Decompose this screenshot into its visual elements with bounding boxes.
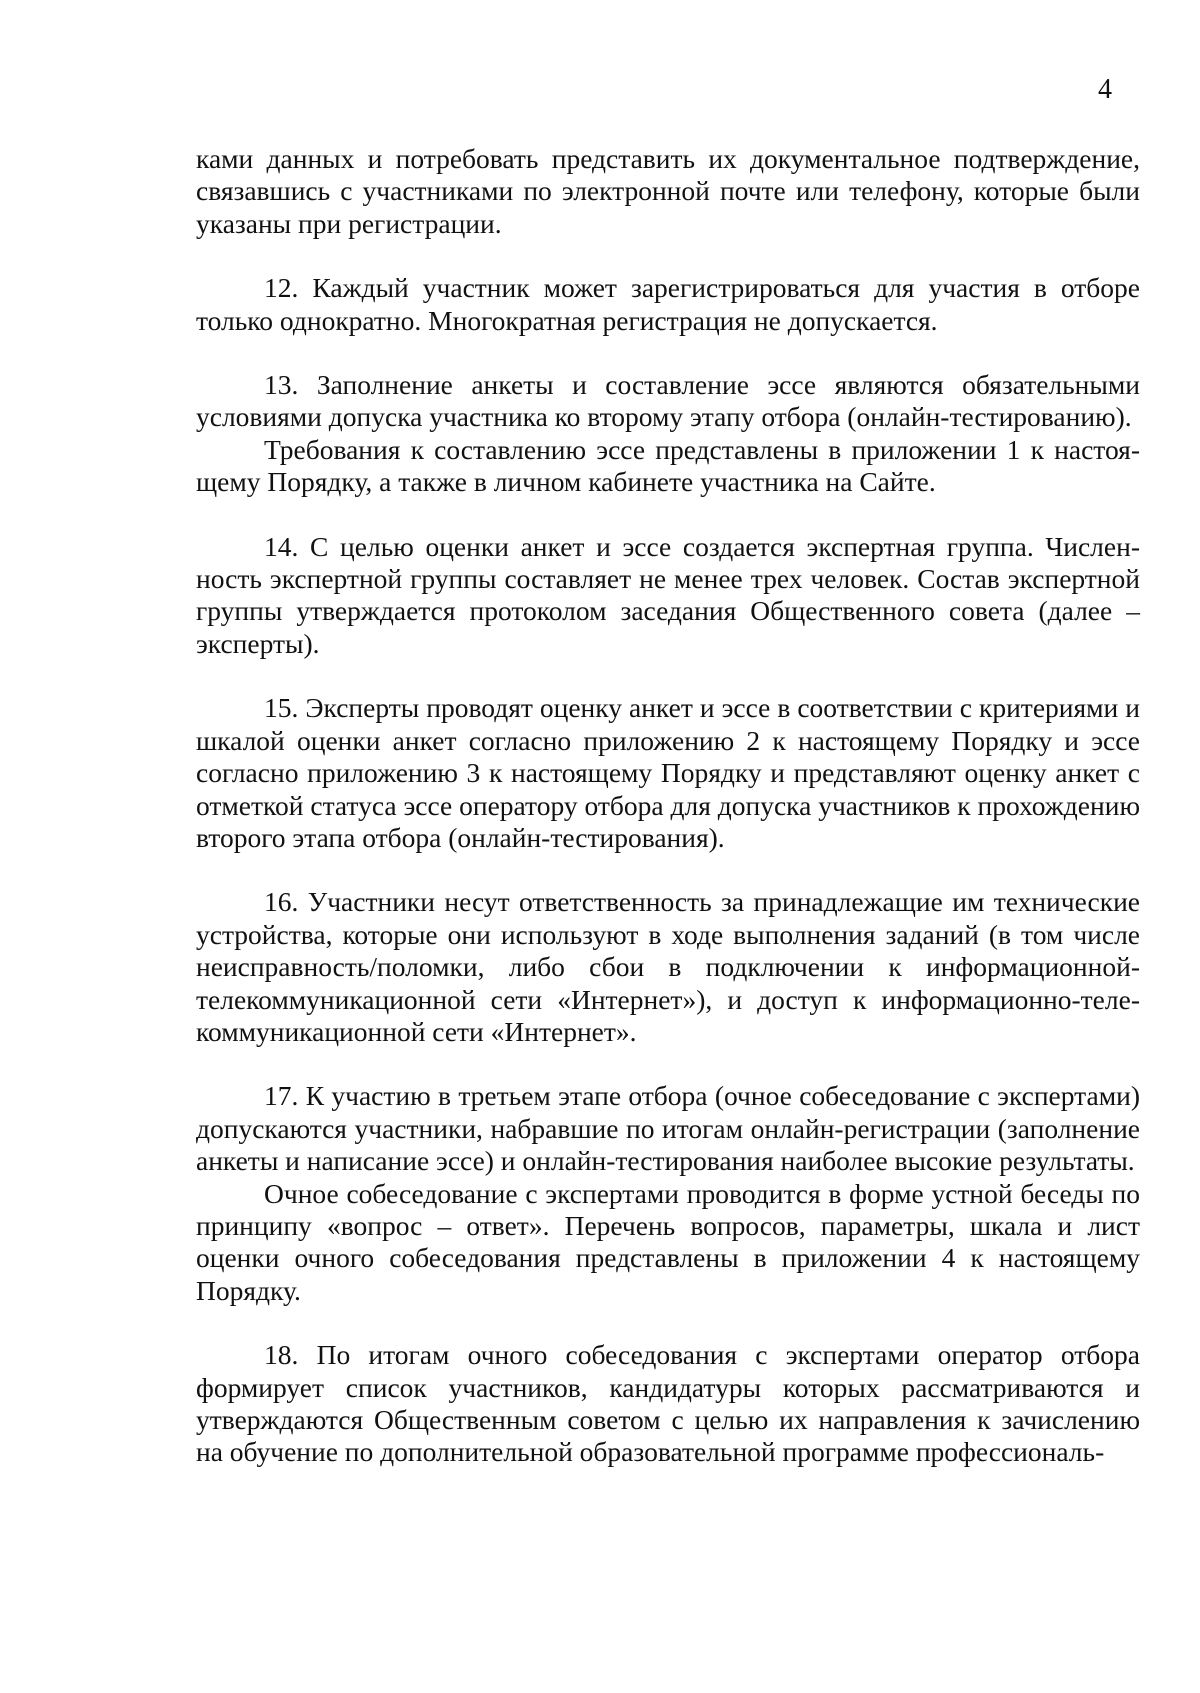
paragraph-17-interview: Очное собеседование с экспертами проводится в форме устной беседы по принципу «вопрос – ответ». Перечень вопросов, параметры, шкала и лист оценки очного собеседования представлены в приложении 4 к настоящему Порядку.	[196, 1177, 1140, 1306]
document-body	[196, 143, 1140, 1469]
paragraph-16: 16. Участники несут ответственность за принадлежащие им технические устройства, которые они используют в ходе выполнения заданий (в том числе неисправность/поломки, либо сбои в подключении к информационной-телекоммуникационной сети «Интернет»), и доступ к информационно-телекоммуникационной сети «Интернет».	[196, 886, 1140, 1047]
paragraph-continuation: ками данных и потребовать представить их документальное подтверждение, связавшись с участниками по электронной почте или телефону, которые были указаны при регистрации.	[196, 143, 1140, 239]
paragraph-13: 13. Заполнение анкеты и составление эссе являются обязательными условиями допуска участника ко второму этапу отбора (онлайн-тестированию).	[196, 369, 1140, 433]
paragraph-17: 17. К участию в третьем этапе отбора (очное собеседование с экспертами) допускаются участники, набравшие по итогам онлайн-регистрации (заполнение анкеты и написание эссе) и онлайн-тестирования наиболее высокие результаты.	[196, 1080, 1140, 1177]
paragraph-12: 12. Каждый участник может зарегистрироваться для участия в отборе только однократно. Многократная регистрация не допускается.	[196, 272, 1140, 336]
page-number: 4	[1098, 74, 1112, 105]
paragraph-13-essay-requirements: Требования к составлению эссе представлены в приложении 1 к настоящему Порядку, а также в личном кабинете участника на Сайте.	[196, 433, 1140, 498]
paragraph-15: 15. Эксперты проводят оценку анкет и эссе в соответствии с критериями и шкалой оценки анкет согласно приложению 2 к настоящему Порядку и эссе согласно приложению 3 к настоящему Порядку и представляют оценку анкет с отметкой статуса эссе оператору отбора для допуска участников к прохождению второго этапа отбора (онлайн-тестирования).	[196, 692, 1140, 853]
paragraph-14: 14. С целью оценки анкет и эссе создается экспертная группа. Численность экспертной группы составляет не менее трех человек. Состав экспертной группы утверждается протоколом заседания Общественного совета (далее – эксперты).	[196, 530, 1140, 659]
paragraph-18: 18. По итогам очного собеседования с экспертами оператор отбора формирует список участников, кандидатуры которых рассматриваются и утверждаются Общественным советом с целью их направления к зачислению на обучение по дополнительной образовательной программе профессиональ-	[196, 1339, 1140, 1468]
